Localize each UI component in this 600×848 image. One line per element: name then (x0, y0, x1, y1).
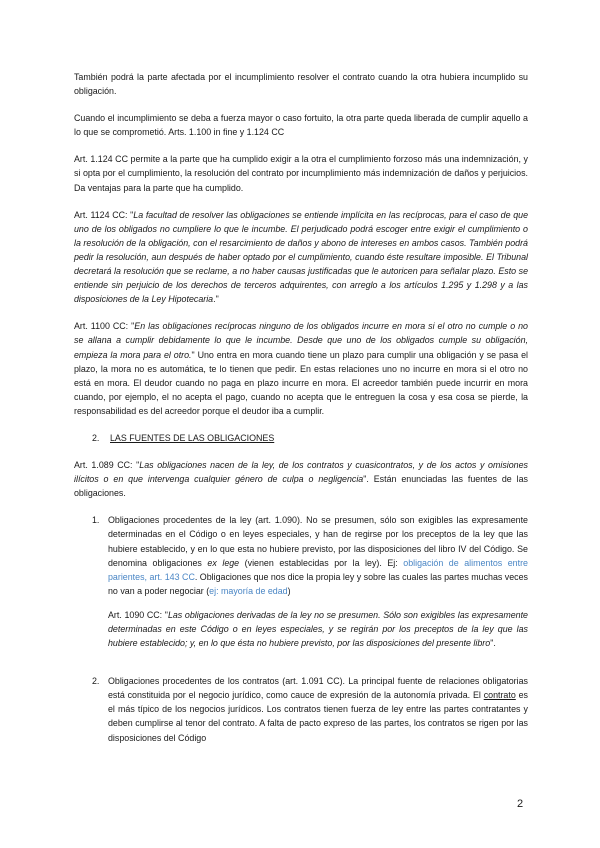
section-number: 2. (92, 432, 100, 443)
paragraph-art-1089-quote: Art. 1.089 CC: "Las obligaciones nacen de la ley, de los contratos y cuasicontratos, y de los actos y omisiones ilícitos o en que intervenga cualquier género de culpa o negligencia". Están enunciadas las fuentes de las obligaciones. (74, 460, 528, 499)
list-item-number: 2. (92, 676, 100, 687)
page-number: 2 (517, 798, 524, 810)
sources-list (74, 513, 528, 754)
document-body (74, 70, 528, 769)
quote-art-1124: La facultad de resolver las obligaciones se entiende implícita en las recíprocas, para el caso de que uno de los obligados no cumpliere lo que le incumbe. El perjudicado podrá escoger entre exigir el cumplimiento o la resolución de la obligación, con el resarcimiento de daños y abono de intereses en ambos casos. También podrá pedir la resolución, aun después de haber optado por el cumplimiento, cuando éste resultare imposible. El Tribunal decretará la resolución que se reclame, a no haber causas justificadas que le autoricen para señalar plazo. Esto se entiende sin perjuicio de los derechos de terceros adquirentes, con arreglo a los artículos 1.295 y 1.298 y a las disposiciones de la Ley Hipotecaria (74, 209, 529, 305)
list-item-text: Obligaciones procedentes de los contratos (art. 1.091 CC). La principal fuente de relaciones obligatorias está constituida por el negocio jurídico, como cauce de expresión de la autonomía privada. El contrato es el más típico de los negocios jurídicos. Los contratos tienen fuerza de ley entre las partes contratantes y deben cumplirse al tenor del contrato. A falta de pacto expreso de las partes, los contratos se rigen por las disposiciones del Código (108, 676, 528, 743)
section-heading (92, 431, 528, 445)
list-item-number: 1. (92, 515, 100, 526)
link-mayoria-de-edad[interactable]: ej: mayoría de edad (209, 585, 288, 596)
list-item-quote: Art. 1090 CC: "Las obligaciones derivadas de la ley no se presumen. Sólo son exigibles las expresamente determinadas en este Código o en leyes especiales, y se regirán por los preceptos de la ley que las hubiere establecido; y, en lo que ésta no hubiere previsto, por las disposiciones del presente libro". (108, 609, 528, 649)
paragraph-art-1100-quote: Art. 1100 CC: "En las obligaciones recíprocas ninguno de los obligados incurre en mora si el otro no cumple o no se allana a cumplir debidamente lo que le incumbe. Desde que uno de los obligados cumple su obligación, empieza la mora para el otro." Uno entra en mora cuando tiene un plazo para cumplir una obligación y se pasa el plazo, la mora no es automática, te lo tienen que pedir. En estas relaciones uno no incurre en mora si el otro no está en mora. El deudor cuando no paga en plazo incurre en mora. El acreedor también puede incurrir en mora cuando, por ejemplo, el no acepta el pago, cuando no acepta que le entreguen la cosa y esa cosa se pierde, la responsabilidad es del acreedor porque el deudor iba a cumplir. (74, 321, 528, 416)
paragraph-resolution: También podrá la parte afectada por el incumplimiento resolver el contrato cuando la otra hubiera incumplido su obligación. (74, 72, 528, 97)
paragraph-art-1124-summary: Art. 1.124 CC permite a la parte que ha cumplido exigir a la otra el cumplimiento forzoso más una indemnización, y si opta por el cumplimiento, la resolución del contrato por incumplimiento más indemnización de daños y perjuicios. Da ventajas para la parte que ha cumplido. (74, 154, 528, 193)
list-item-text: Obligaciones procedentes de la ley (art. 1.090). No se presumen, sólo son exigibles las expresamente determinadas en el Código o en leyes especiales, y han de regirse por los preceptos de la ley que las hubiere establecido, y en lo que esta no hubiere previsto, por las disposiciones del libro IV del Código. Se denomina obligaciones ex lege (vienen establecidas por la ley). Ej: obligación de alimentos entre parientes, art. 143 CC. Obligaciones que nos dice la propia ley y sobre las cuales las partes muchas veces no van a poder negociar (ej: mayoría de edad) (108, 515, 528, 596)
list-item (74, 513, 528, 660)
quote-art-1100: En las obligaciones recíprocas ninguno de los obligados incurre en mora si el otro no cumple o no se allana a cumplir debidamente lo que le incumbe. Desde que uno de los obligados cumple su obligación, empieza la mora para el otro. (74, 321, 528, 360)
link-art-143[interactable]: obligación de alimentos entre parientes, art. 143 CC (108, 557, 528, 582)
section-title: LAS FUENTES DE LAS OBLIGACIONES (110, 432, 275, 443)
quote-art-1089: Las obligaciones nacen de la ley, de los contratos y cuasicontratos, y de los actos y omisiones ilícitos o en que intervenga cualquier género de culpa o negligencia (74, 460, 528, 485)
paragraph-art-1124-quote: Art. 1124 CC: "La facultad de resolver las obligaciones se entiende implícita en las recíprocas, para el caso de que uno de los obligados no cumpliere lo que le incumbe. El perjudicado podrá escoger entre exigir el cumplimiento o la resolución de la obligación, con el resarcimiento de daños y abono de intereses en ambos casos. También podrá pedir la resolución, aun después de haber optado por el cumplimiento, cuando éste resultare imposible. El Tribunal decretará la resolución que se reclame, a no haber causas justificadas que le autoricen para señalar plazo. Esto se entiende sin perjuicio de los derechos de terceros adquirentes, con arreglo a los artículos 1.295 y 1.298 y a las disposiciones de la Ley Hipotecaria." (74, 209, 529, 305)
list-item (74, 674, 528, 754)
quote-art-1090: Las obligaciones derivadas de la ley no se presumen. Sólo son exigibles las expresamente determinadas en este Código o en leyes especiales, y se regirán por los preceptos de la ley que las hubiere establecido; y, en lo que ésta no hubiere previsto, por las disposiciones del presente libro (108, 609, 528, 649)
paragraph-force-majeure: Cuando el incumplimiento se deba a fuerza mayor o caso fortuito, la otra parte queda liberada de cumplir aquello a lo que se comprometió. Arts. 1.100 in fine y 1.124 CC (74, 113, 528, 138)
